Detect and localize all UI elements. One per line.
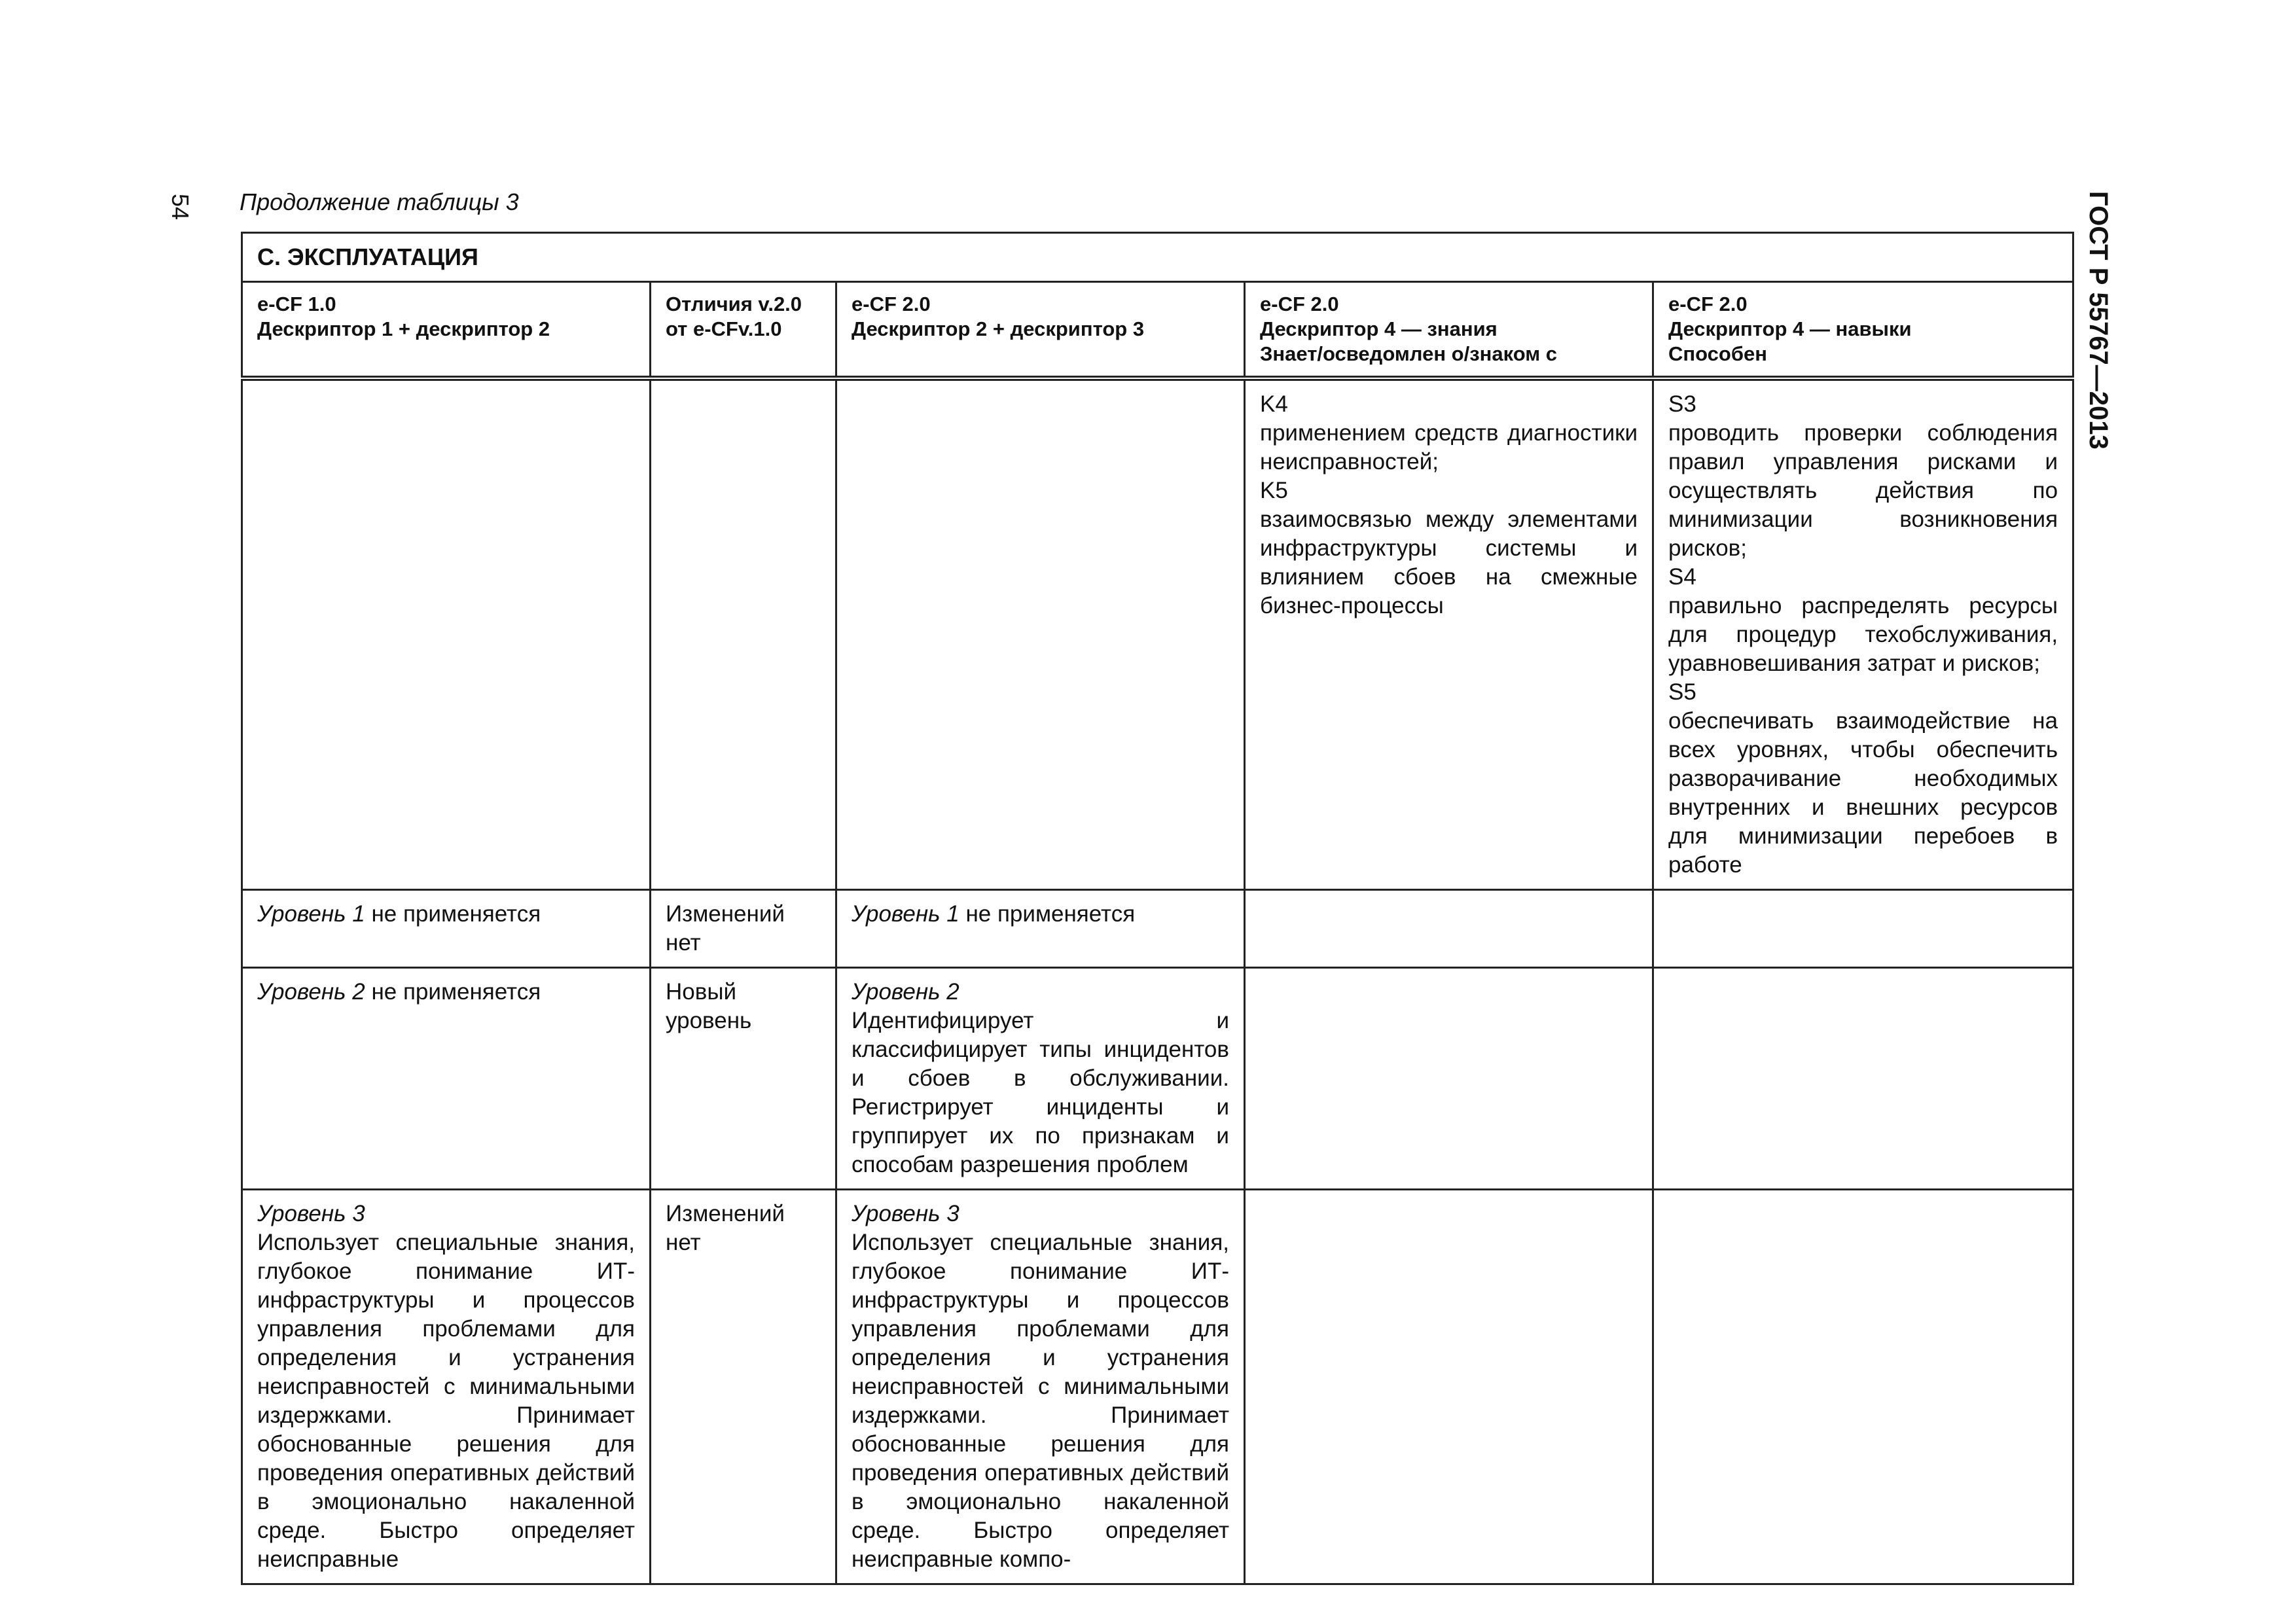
header-row — [242, 282, 2073, 379]
empty-cell — [651, 378, 836, 890]
header-skills-line2: Дескриптор 4 — навыки — [1668, 317, 1912, 340]
header-knowledge — [1245, 282, 1653, 379]
header-ecf2-line2: Дескриптор 2 + дескриптор 3 — [852, 317, 1145, 340]
knowledge-text: взаимосвязью между элементами инфраструктуры системы и влиянием сбоев на смежные бизнес-процессы — [1260, 507, 1638, 618]
document-code: ГОСТ Р 55767—2013 — [2084, 191, 2113, 450]
skill-code: S5 — [1668, 679, 1696, 705]
empty-cell — [242, 378, 651, 890]
header-ecf1 — [242, 282, 651, 379]
header-knowledge-line1: e-CF 2.0 — [1260, 293, 1339, 315]
skill-text: проводить проверки соблюдения правил управления рисками и осуществлять действия по минимизации возникновения рисков; — [1668, 420, 2058, 561]
empty-cell — [1245, 968, 1653, 1190]
skill-code: S3 — [1668, 391, 1696, 417]
level-label: Уровень 3 — [257, 1201, 365, 1226]
level-text: не применяется — [365, 901, 541, 927]
empty-cell — [1653, 890, 2073, 968]
knowledge-text: применением средств диагностики неисправностей; — [1260, 420, 1638, 474]
level-label: Уровень 2 — [852, 979, 960, 1005]
section-row — [242, 233, 2073, 282]
level2-diff-cell: Новый уровень — [651, 968, 836, 1190]
skill-text: правильно распределять ресурсы для процедур техобслуживания, уравновешивания затрат и рисков; — [1668, 593, 2058, 676]
level-text: не применяется — [959, 901, 1136, 927]
level3-row — [242, 1190, 2073, 1584]
level1-ecf1-cell — [242, 890, 651, 968]
level2-row — [242, 968, 2073, 1190]
level3-diff-cell: Изменений нет — [651, 1190, 836, 1584]
level3-ecf2-cell — [836, 1190, 1245, 1584]
page-number: 54 — [167, 194, 194, 221]
header-skills-line1: e-CF 2.0 — [1668, 293, 1748, 315]
empty-cell — [1653, 1190, 2073, 1584]
empty-cell — [1653, 968, 2073, 1190]
header-ecf1-line1: e-CF 1.0 — [257, 293, 336, 315]
skill-text: обеспечивать взаимодействие на всех уровнях, чтобы обеспечить разворачивание необходимых внутренних и внешних ресурсов для минимизации перебоев в работе — [1668, 708, 2058, 878]
header-ecf2 — [836, 282, 1245, 379]
header-diff-line2: от e-CFv.1.0 — [666, 317, 782, 340]
level-text: Использует специальные знания, глубокое понимание ИТ-инфраструктуры и процессов управления проблемами для определения и устранения неисправностей с минимальными издержками. Принимает обоснованные решения для проведения оперативных действий в эмоционально накаленной среде. Быстро определяет неисправные компо- — [852, 1230, 1229, 1572]
knowledge-code: K5 — [1260, 478, 1288, 503]
table-continuation-label: Продолжение таблицы 3 — [240, 188, 519, 215]
level2-ecf2-cell — [836, 968, 1245, 1190]
empty-cell — [1245, 890, 1653, 968]
header-knowledge-line3: Знает/осведомлен о/знаком с — [1260, 342, 1558, 365]
knowledge-cell — [1245, 378, 1653, 890]
header-skills — [1653, 282, 2073, 379]
empty-cell — [1245, 1190, 1653, 1584]
header-ecf2-line1: e-CF 2.0 — [852, 293, 931, 315]
header-ecf1-line2: Дескриптор 1 + дескриптор 2 — [257, 317, 550, 340]
level-label: Уровень 1 — [257, 901, 365, 927]
competence-table — [241, 232, 2074, 1585]
header-skills-line3: Способен — [1668, 342, 1767, 365]
level2-ecf1-cell — [242, 968, 651, 1190]
skill-code: S4 — [1668, 564, 1696, 590]
knowledge-skills-row — [242, 378, 2073, 890]
level-label: Уровень 3 — [852, 1201, 960, 1226]
skills-cell — [1653, 378, 2073, 890]
level1-row — [242, 890, 2073, 968]
level-label: Уровень 1 — [852, 901, 960, 927]
header-diff-line1: Отличия v.2.0 — [666, 293, 802, 315]
level3-ecf1-cell — [242, 1190, 651, 1584]
empty-cell — [836, 378, 1245, 890]
level-text: Идентифицирует и классифицирует типы инцидентов и сбоев в обслуживании. Регистрирует инциденты и группирует их по признакам и способам разрешения проблем — [852, 1008, 1229, 1177]
level1-diff-cell: Изменений нет — [651, 890, 836, 968]
header-diff — [651, 282, 836, 379]
level1-ecf2-cell — [836, 890, 1245, 968]
level-text: Использует специальные знания, глубокое понимание ИТ-инфраструктуры и процессов управления проблемами для определения и устранения неисправностей с минимальными издержками. Принимает обоснованные решения для проведения оперативных действий в эмоционально накаленной среде. Быстро определяет неисправные — [257, 1230, 635, 1572]
level-label: Уровень 2 — [257, 979, 365, 1005]
section-title: С. ЭКСПЛУАТАЦИЯ — [242, 233, 2073, 282]
header-knowledge-line2: Дескриптор 4 — знания — [1260, 317, 1498, 340]
knowledge-code: K4 — [1260, 391, 1288, 417]
level-text: не применяется — [365, 979, 541, 1005]
